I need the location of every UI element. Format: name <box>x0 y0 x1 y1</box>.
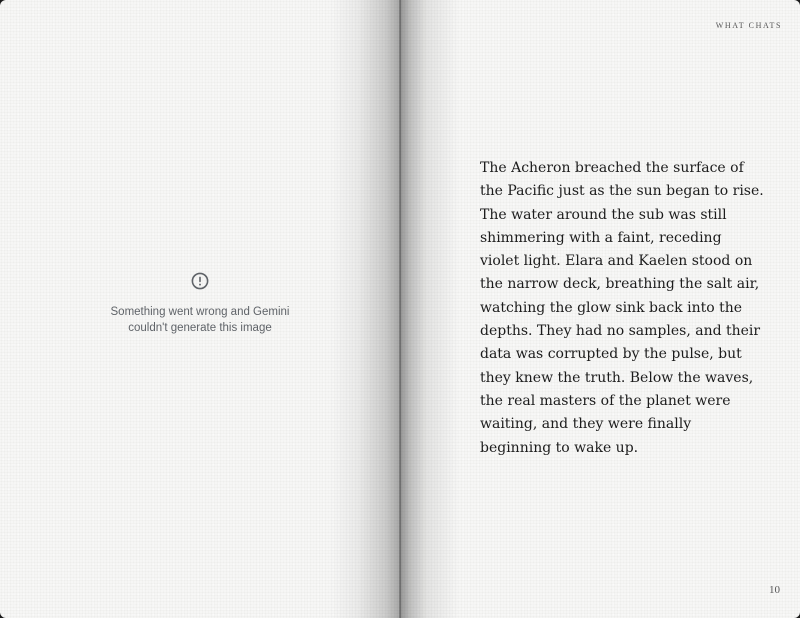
text-line: violet light. Elara and Kaelen stood on <box>480 253 753 270</box>
image-generation-error <box>90 271 310 336</box>
error-message-line: Something went wrong and Gemini <box>110 306 290 318</box>
text-line: waiting, and they were finally <box>480 416 692 433</box>
text-line: they knew the truth. Below the waves, <box>480 369 754 386</box>
story-paragraph <box>480 157 780 460</box>
right-page <box>400 0 800 618</box>
text-line: data was corrupted by the pulse, but <box>480 346 742 363</box>
text-line: shimmering with a faint, receding <box>480 229 722 246</box>
text-line: beginning to wake up. <box>480 439 639 456</box>
text-line: watching the glow sink back into the <box>480 299 743 316</box>
text-line: the Pacific just as the sun began to rise. <box>480 183 764 200</box>
running-header: WHAT CHATS <box>715 21 782 30</box>
error-message-line: couldn't generate this image <box>128 322 272 334</box>
text-line: depths. They had no samples, and their <box>480 323 761 340</box>
text-line: The Acheron breached the surface of <box>480 160 744 176</box>
text-line: the real masters of the planet were <box>480 392 731 409</box>
text-line: the narrow deck, breathing the salt air, <box>480 276 760 293</box>
error-message <box>90 304 310 336</box>
text-line: The water around the sub was still <box>480 206 727 223</box>
error-circle-icon <box>190 271 210 291</box>
page-number: 10 <box>769 584 780 596</box>
